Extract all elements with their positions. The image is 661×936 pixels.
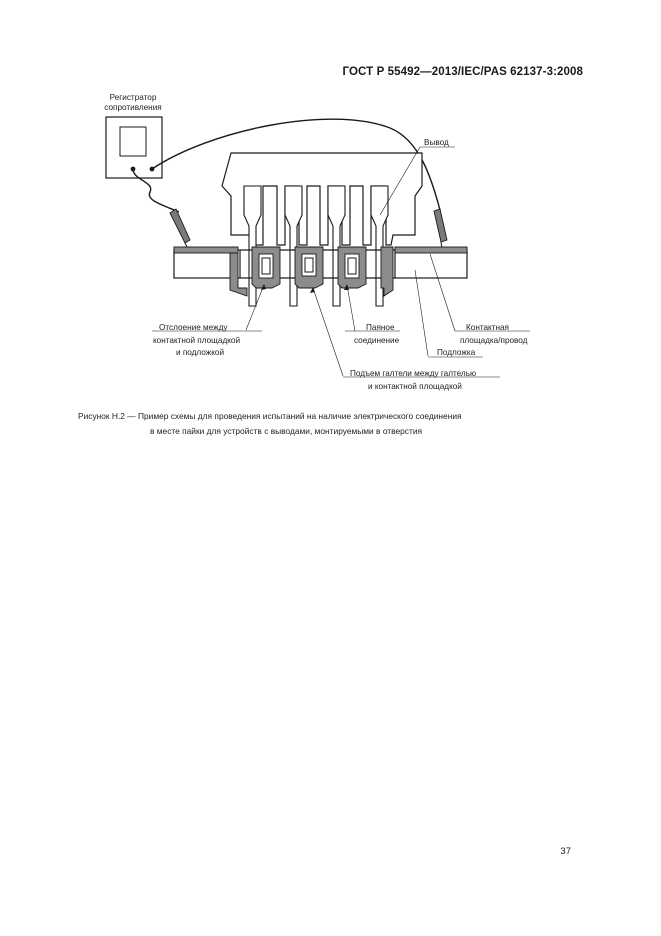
substrate-leader xyxy=(415,270,428,356)
probe-right xyxy=(434,209,447,242)
recorder-label-line2: сопротивления xyxy=(104,103,162,112)
solder-label-line1: Паяное xyxy=(366,323,395,332)
figure-caption xyxy=(78,409,578,439)
delam-label-line1: Отслоение между xyxy=(159,323,228,332)
substrate-label: Подложка xyxy=(437,348,476,357)
lift-label-line1: Подъем галтели между галтелью xyxy=(350,369,477,378)
page-number: 37 xyxy=(560,846,571,857)
delam-label-line2: контактной площадкой xyxy=(153,336,241,345)
lift-label-line2: и контактной площадкой xyxy=(368,382,462,391)
contact-label-line1: Контактная xyxy=(466,323,509,332)
recorder-label-line1: Регистратор xyxy=(109,93,157,102)
solder-label-line2: соединение xyxy=(354,336,400,345)
caption-line2: в месте пайки для устройств с выводами, монтируемыми в отверстия xyxy=(150,426,423,436)
solder-leader xyxy=(347,285,355,331)
document-header: ГОСТ Р 55492—2013/IEC/PAS 62137-3:2008 xyxy=(342,66,583,78)
test-circuit-diagram xyxy=(0,0,661,400)
contact-label-line2: площадка/провод xyxy=(460,336,528,345)
delam-label-line3: и подложкой xyxy=(176,348,225,357)
probe-left xyxy=(170,209,190,243)
lead-label: Вывод xyxy=(424,138,449,147)
resistance-recorder xyxy=(106,117,162,178)
caption-line1: Рисунок Н.2 — Пример схемы для проведения испытаний на наличие электрического соединения xyxy=(78,411,462,421)
